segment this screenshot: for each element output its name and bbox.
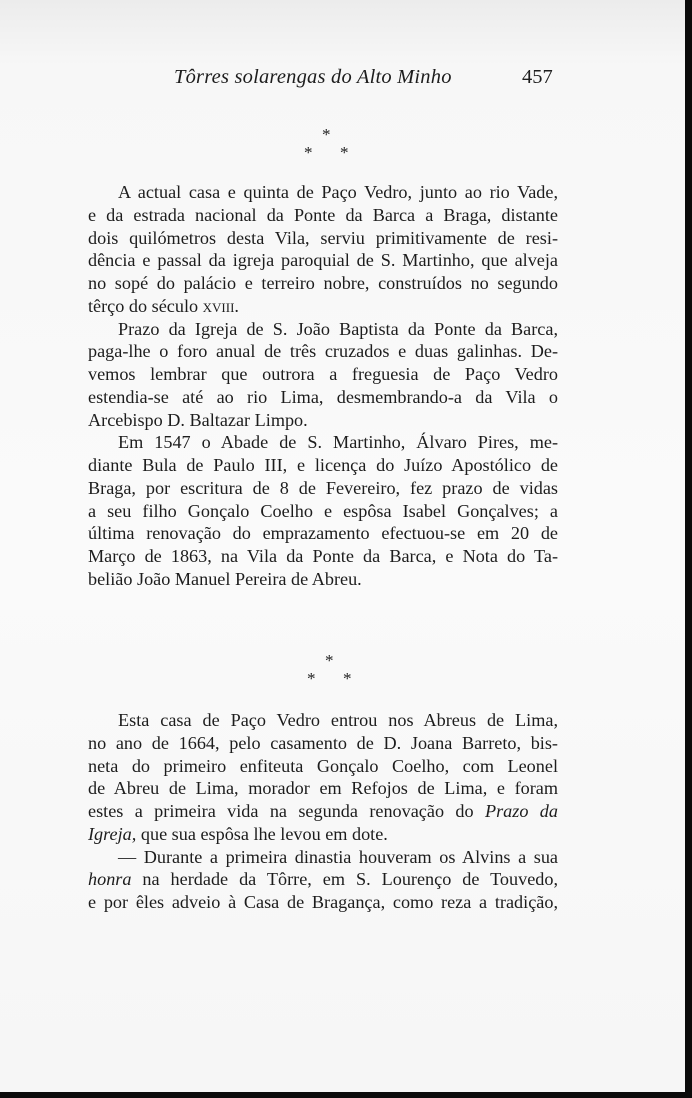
running-title: Tôrres solarengas do Alto Minho xyxy=(174,66,452,88)
italic-term: Igreja, xyxy=(88,823,137,844)
section-divider-asterism xyxy=(288,126,368,166)
text-line: Arcebispo D. Baltazar Limpo. xyxy=(88,409,308,430)
italic-term: honra xyxy=(88,869,132,890)
paragraph-1547-prazo xyxy=(88,431,558,590)
text-line: no sopé do palácio e terreiro nobre, construídos no segundo xyxy=(88,273,558,293)
text-line: A actual casa e quinta de Paço Vedro, junto ao rio Vade, xyxy=(118,182,558,202)
text-line: e da estrada nacional da Ponte da Barca a Braga, distante xyxy=(88,204,558,225)
asterisk-icon: * xyxy=(322,125,331,144)
asterisk-icon: * xyxy=(343,669,352,688)
text-line: — Durante a primeira dinastia houveram os Alvins a sua xyxy=(118,846,558,867)
text-line: a seu filho Gonçalo Coelho e espôsa Isabel Gonçalves; a xyxy=(88,500,558,521)
text-line xyxy=(88,823,558,846)
italic-term: Prazo da xyxy=(484,801,558,821)
asterisk-icon: * xyxy=(340,143,349,162)
text-line: paga-lhe o foro anual de três cruzados e duas galinhas. De- xyxy=(88,341,558,362)
text-line: estendia-se até ao rio Lima, desmembrando-a da Vila o xyxy=(88,386,558,407)
asterisk-icon: * xyxy=(325,651,334,670)
text-line: dência e passal da igreja paroquial de S. Martinho, que alveja xyxy=(88,250,558,271)
paragraph-alvins xyxy=(88,846,558,914)
scan-border-bottom xyxy=(0,1092,692,1098)
text-fragment: estes a primeira vida na segunda renovação do xyxy=(88,801,485,821)
text-line: e por êles adveio à Casa de Bragança, como reza a tradição, xyxy=(88,892,558,912)
century-numeral: xviii. xyxy=(202,295,239,316)
text-line xyxy=(88,295,558,318)
text-line: de Abreu de Lima, morador em Refojos de Lima, e foram xyxy=(88,778,558,799)
text-line: no ano de 1664, pelo casamento de D. Joana Barreto, bis- xyxy=(88,732,558,753)
text-line: Esta casa de Paço Vedro entrou nos Abreus de Lima, xyxy=(118,710,558,730)
scan-border-right xyxy=(685,0,692,1098)
text-line: Em 1547 o Abade de S. Martinho, Álvaro Pires, me- xyxy=(118,432,558,453)
paragraph-prazo-igreja xyxy=(88,318,558,432)
page-header xyxy=(0,66,686,96)
text-fragment: têrço do século xyxy=(88,295,203,316)
paragraph-abreus-de-lima xyxy=(88,709,558,846)
text-line: belião João Manuel Pereira de Abreu. xyxy=(88,568,362,589)
asterisk-icon: * xyxy=(304,143,313,162)
text-line: dois quilómetros desta Vila, serviu primitivamente de resi- xyxy=(88,227,558,248)
text-line: neta do primeiro enfiteuta Gonçalo Coelho, com Leonel xyxy=(88,755,558,776)
text-line xyxy=(88,868,558,891)
text-line: diante Bula de Paulo III, e licença do Juízo Apostólico de xyxy=(88,455,558,475)
text-line: Braga, por escritura de 8 de Fevereiro, fez prazo de vidas xyxy=(88,477,558,498)
text-line: vemos lembrar que outrora a freguesia de Paço Vedro xyxy=(88,364,558,384)
text-line: Prazo da Igreja de S. João Baptista da Ponte da Barca, xyxy=(118,318,558,339)
text-block-1 xyxy=(88,181,558,591)
page-number: 457 xyxy=(522,66,553,88)
asterisk-icon: * xyxy=(307,669,316,688)
text-fragment: que sua espôsa lhe levou em dote. xyxy=(136,823,388,844)
section-divider-asterism xyxy=(291,652,371,692)
text-fragment: na herdade da Tôrre, em S. Lourenço de Touvedo, xyxy=(131,869,558,890)
text-block-2 xyxy=(88,709,558,914)
text-line: Março de 1863, na Vila da Ponte da Barca, e Nota do Ta- xyxy=(88,546,558,566)
paragraph-paco-vedro-description xyxy=(88,181,558,318)
text-line: última renovação do emprazamento efectuou-se em 20 de xyxy=(88,523,558,544)
text-line xyxy=(88,800,558,823)
